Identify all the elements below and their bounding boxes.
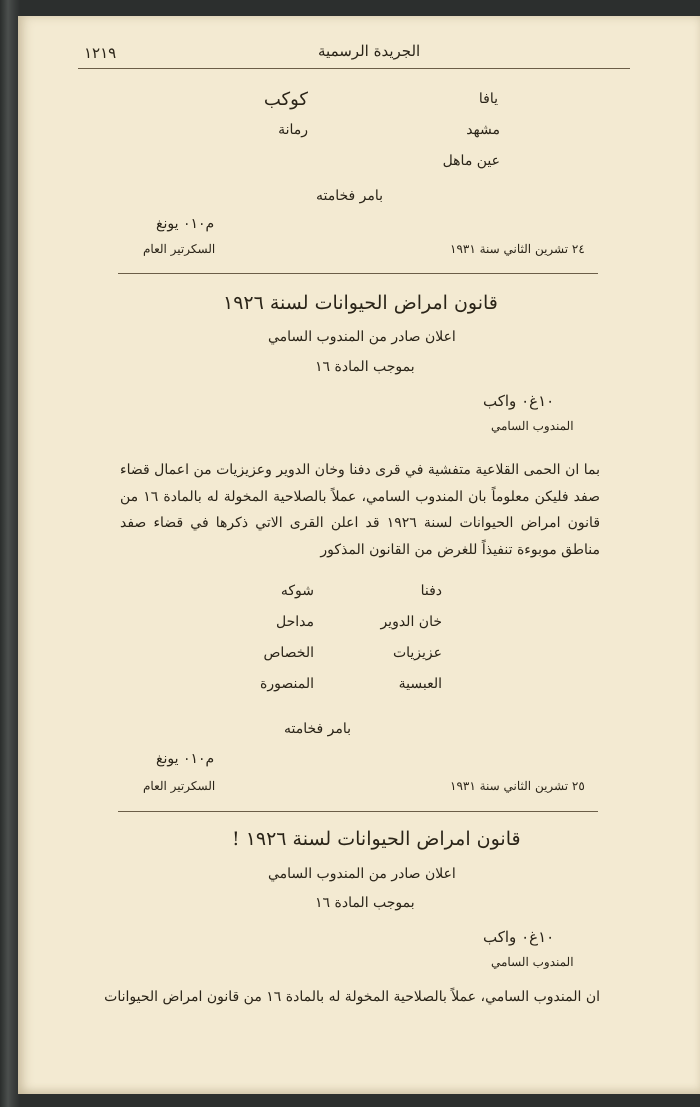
place-name: يافا [478,91,498,107]
signer-title: السكرتير العام [143,779,216,793]
village-name: خان الدوير [380,614,442,630]
village-name: شوكه [280,583,314,599]
notice-body: ان المندوب السامي، عملاً بالصلاحية المخولة له بالمادة ١٦ من قانون امراض الحيوانات [104,989,600,1005]
date-line: ٢٥ تشرين الثاني سنة ١٩٣١ [450,779,585,793]
place-name: كوكب [263,89,308,110]
notice-body: بما ان الحمى القلاعية متفشية في قرى دفنا وخان الدوير وعزيزيات من اعمال قضاء صفد فليكن معلوماً بان المندوب السامي، عملاً بالصلاحية المخولة له بالمادة ١٦ من قانون امراض الحيوانات لسنة ١٩٢٦ قد اعلن القرى الاتي ذكرها في قضاء صفد مناطق موبوءة تنفيذاً للغرض من القانون المذكور [120,462,601,558]
header-rule [78,68,630,69]
article-reference: بموجب المادة ١٦ [315,895,415,911]
village-name: عزيزيات [392,645,442,661]
page-number: ١٢١٩ [84,44,117,62]
village-name: مداحل [276,614,314,630]
place-name: رمانة [278,122,308,138]
commissioner-title: المندوب السامي [491,419,574,433]
signer-name: م٠١٠ يونغ [156,216,215,232]
section-divider [118,273,598,274]
signer-title: السكرتير العام [143,242,216,256]
village-name: المنصورة [260,676,314,692]
commissioner-name: ١٠غ٠ واكب [483,928,555,946]
article-reference: بموجب المادة ١٦ [315,359,415,375]
by-order-line: بامر فخامته [284,721,352,737]
section-divider [118,811,598,812]
village-name: العبسية [398,676,442,692]
gazette-title: الجريدة الرسمية [318,42,421,60]
place-name: عين ماهل [442,153,500,169]
notice-title: قانون امراض الحيوانات لسنة ١٩٢٦ ! [232,828,521,850]
date-line: ٢٤ تشرين الثاني سنة ١٩٣١ [450,242,585,256]
notice-subtitle: اعلان صادر من المندوب السامي [268,866,456,882]
village-name: الخصاص [263,645,314,661]
by-order-line: بامر فخامته [316,188,384,204]
village-name: دفنا [420,583,442,599]
place-name: مشهد [466,122,500,138]
gazette-page [18,16,700,1094]
signer-name: م٠١٠ يونغ [156,751,215,767]
commissioner-name: ١٠غ٠ واكب [483,392,555,410]
notice-title: قانون امراض الحيوانات لسنة ١٩٢٦ [223,292,498,314]
notice-subtitle: اعلان صادر من المندوب السامي [268,329,456,345]
commissioner-title: المندوب السامي [491,955,574,969]
